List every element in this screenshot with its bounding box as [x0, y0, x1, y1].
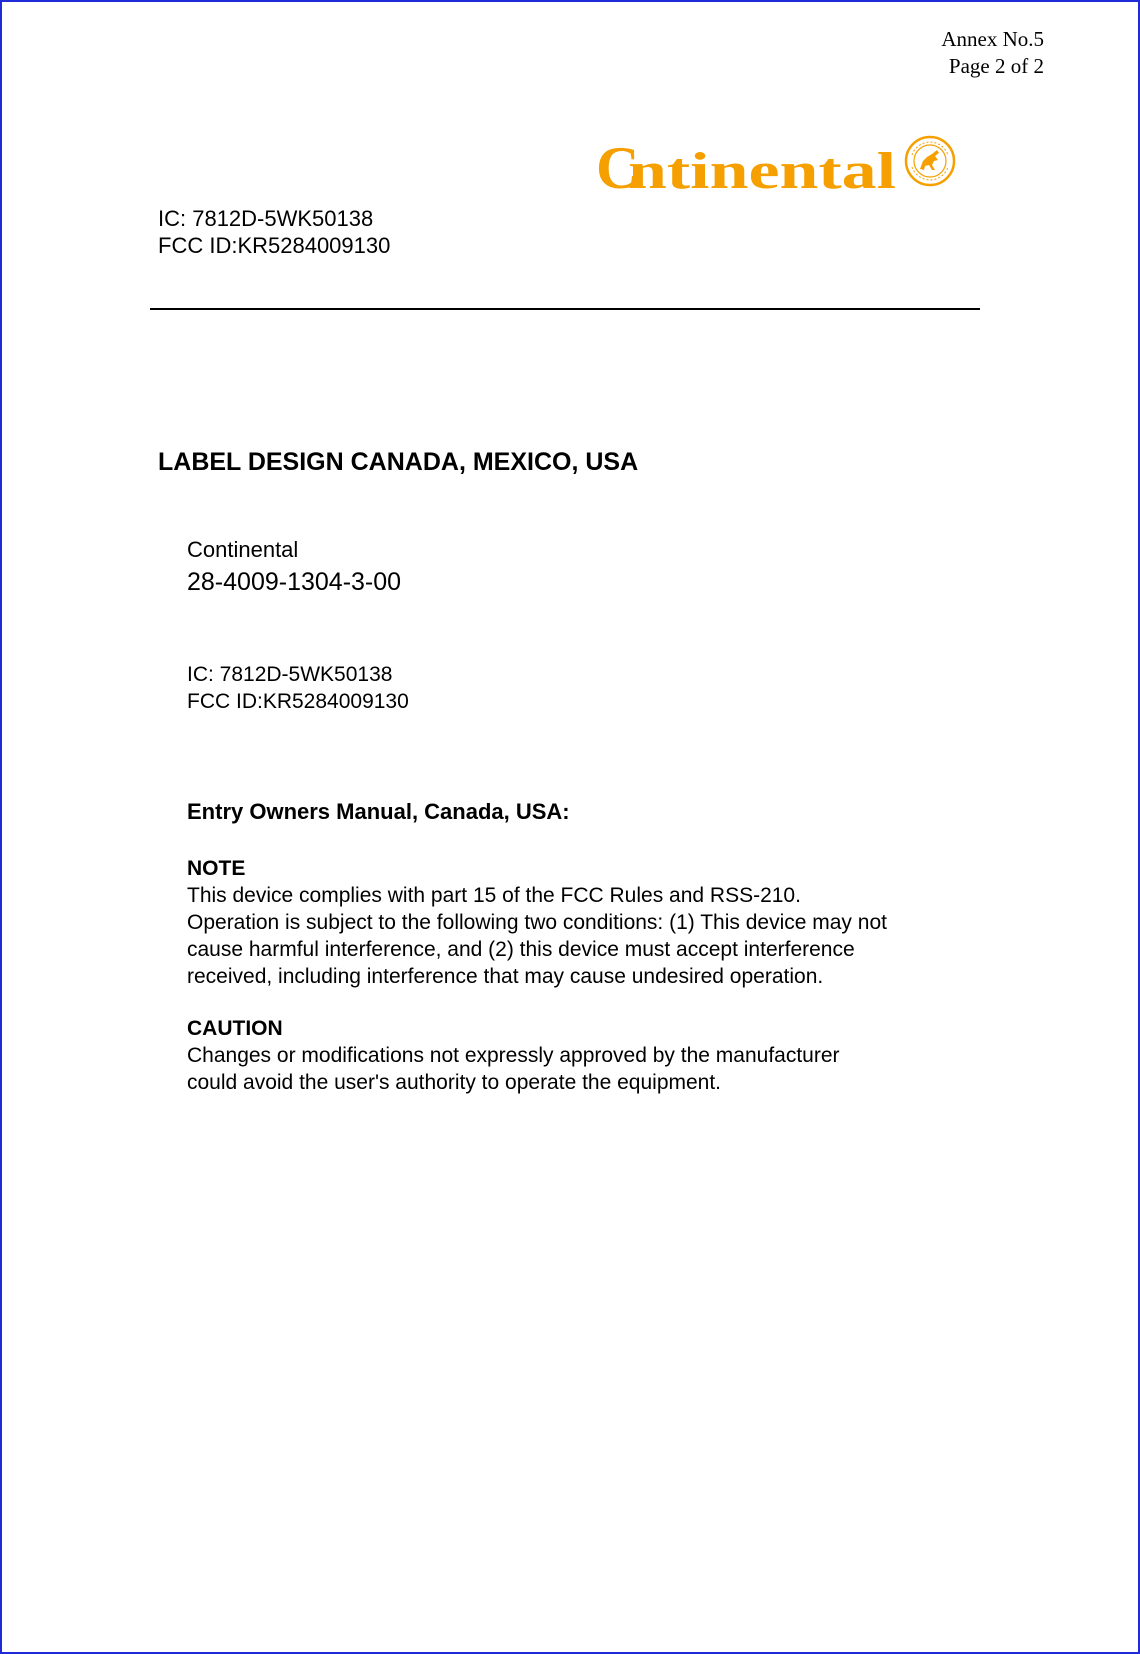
note-line: received, including interference that may cause undesired operation.	[187, 965, 824, 988]
header-identifiers	[158, 205, 390, 259]
label-part-number: 28-4009-1304-3-00	[187, 568, 402, 596]
label-fcc-id: FCC ID:KR5284009130	[187, 690, 409, 713]
header-fcc-id: FCC ID:KR5284009130	[158, 233, 391, 258]
continental-logo	[596, 134, 986, 210]
caution-line: Changes or modifications not expressly approved by the manufacturer	[187, 1044, 840, 1067]
note-line: This device complies with part 15 of the FCC Rules and RSS-210.	[187, 884, 801, 907]
caution-heading: CAUTION	[187, 1017, 283, 1040]
annex-reference	[941, 26, 1044, 80]
header-divider	[150, 308, 980, 310]
annex-number: Annex No.5	[941, 27, 1044, 51]
horse-seal-icon	[906, 137, 954, 185]
label-identifiers	[187, 661, 409, 715]
label-ic-number: IC: 7812D-5WK50138	[187, 663, 393, 686]
logo-wordmark-rest: ntinental	[628, 143, 896, 200]
caution-line: could avoid the user's authority to operate the equipment.	[187, 1071, 722, 1094]
label-design-block	[187, 536, 401, 598]
note-heading: NOTE	[187, 857, 246, 880]
manual-title: Entry Owners Manual, Canada, USA:	[187, 799, 570, 824]
logo-wordmark: C	[596, 135, 640, 201]
owners-manual-section	[187, 798, 1007, 1096]
header-ic-number: IC: 7812D-5WK50138	[158, 206, 374, 231]
section-title: LABEL DESIGN CANADA, MEXICO, USA	[158, 448, 639, 476]
label-brand: Continental	[187, 537, 299, 562]
page-indicator: Page 2 of 2	[948, 54, 1044, 78]
note-line: Operation is subject to the following two conditions: (1) This device may not	[187, 911, 887, 934]
note-line: cause harmful interference, and (2) this device must accept interference	[187, 938, 855, 961]
